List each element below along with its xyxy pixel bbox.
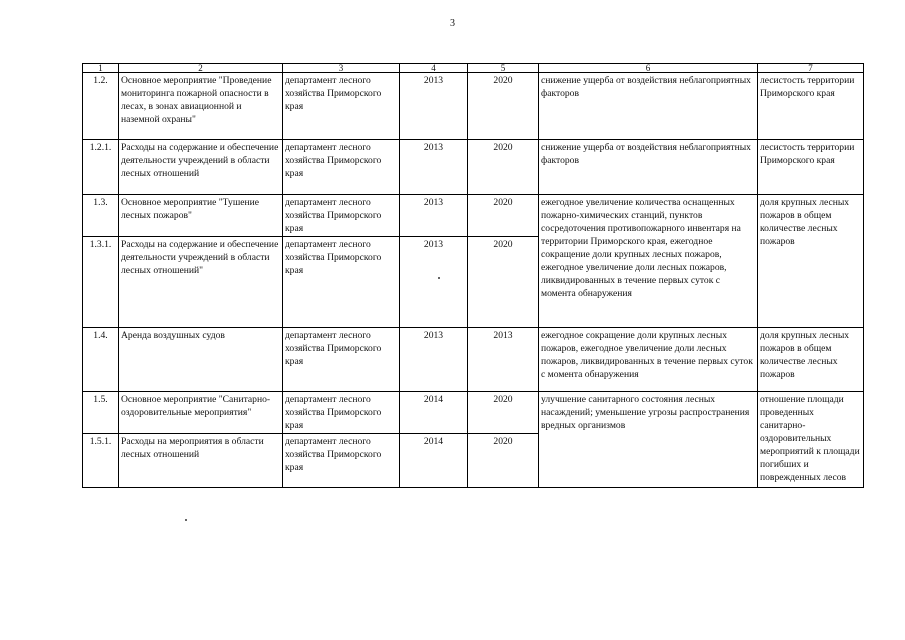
end-year: 2020	[468, 434, 539, 488]
table-row	[83, 328, 864, 392]
expected-result: снижение ущерба от воздействия неблагоприятных факторов	[539, 73, 758, 140]
measure-name: Основное мероприятие "Проведение мониторинга пожарной опасности в лесах, в зонах авиационной и наземной охраны"	[119, 73, 283, 140]
page-number: 3	[450, 18, 455, 29]
start-year: 2013	[400, 195, 468, 237]
expected-result: ежегодное увеличение количества оснащенных пожарно-химических станций, пунктов сосредоточения противопожарного инвентаря на территории Приморского края, ежегодное сокращение доли крупных лесных пожаров, ежегодное увеличение доли лесных пожаров, ликвидированных в течение первых суток с момента обнаружения	[539, 195, 758, 328]
scan-speck	[438, 277, 440, 279]
indicator: лесистость территории Приморского края	[758, 140, 864, 195]
table-row	[83, 140, 864, 195]
executor: департамент лесного хозяйства Приморского края	[283, 434, 400, 488]
indicator: отношение площади проведенных санитарно-оздоровительных мероприятий к площади погибших и поврежденных лесов	[758, 392, 864, 488]
start-year: 2013	[400, 73, 468, 140]
measure-name: Основное мероприятие "Санитарно-оздоровительные мероприятия"	[119, 392, 283, 434]
end-year: 2020	[468, 73, 539, 140]
program-table	[82, 63, 864, 488]
column-header: 7	[758, 64, 864, 73]
table-row	[83, 392, 864, 434]
executor: департамент лесного хозяйства Приморского края	[283, 140, 400, 195]
column-header: 3	[283, 64, 400, 73]
measure-name: Основное мероприятие "Тушение лесных пожаров"	[119, 195, 283, 237]
column-header: 5	[468, 64, 539, 73]
column-header: 6	[539, 64, 758, 73]
table-row	[83, 73, 864, 140]
start-year: 2013	[400, 140, 468, 195]
measure-name: Аренда воздушных судов	[119, 328, 283, 392]
table-row	[83, 195, 864, 237]
expected-result: улучшение санитарного состояния лесных насаждений; уменьшение угрозы распространения вредных организмов	[539, 392, 758, 488]
start-year: 2014	[400, 392, 468, 434]
executor: департамент лесного хозяйства Приморского края	[283, 392, 400, 434]
end-year: 2020	[468, 392, 539, 434]
expected-result: снижение ущерба от воздействия неблагоприятных факторов	[539, 140, 758, 195]
end-year: 2013	[468, 328, 539, 392]
measure-name: Расходы на содержание и обеспечение деятельности учреждений в области лесных отношений	[119, 140, 283, 195]
start-year: 2013	[400, 328, 468, 392]
indicator: доля крупных лесных пожаров в общем количестве лесных пожаров	[758, 328, 864, 392]
executor: департамент лесного хозяйства Приморского края	[283, 195, 400, 237]
row-number: 1.3.1.	[83, 237, 119, 328]
row-number: 1.5.1.	[83, 434, 119, 488]
row-number: 1.3.	[83, 195, 119, 237]
end-year: 2020	[468, 140, 539, 195]
start-year: 2013	[400, 237, 468, 328]
header-row	[83, 64, 864, 73]
column-header: 4	[400, 64, 468, 73]
row-number: 1.2.1.	[83, 140, 119, 195]
end-year: 2020	[468, 237, 539, 328]
column-header: 1	[83, 64, 119, 73]
row-number: 1.5.	[83, 392, 119, 434]
indicator: лесистость территории Приморского края	[758, 73, 864, 140]
measure-name: Расходы на мероприятия в области лесных отношений	[119, 434, 283, 488]
row-number: 1.4.	[83, 328, 119, 392]
measure-name: Расходы на содержание и обеспечение деятельности учреждений в области лесных отношений"	[119, 237, 283, 328]
expected-result: ежегодное сокращение доли крупных лесных пожаров, ежегодное увеличение доли лесных пожаров, ликвидированных в течение первых суток с момента обнаружения	[539, 328, 758, 392]
executor: департамент лесного хозяйства Приморского края	[283, 73, 400, 140]
scan-speck	[185, 519, 187, 521]
executor: департамент лесного хозяйства Приморского края	[283, 328, 400, 392]
start-year: 2014	[400, 434, 468, 488]
indicator: доля крупных лесных пожаров в общем количестве лесных пожаров	[758, 195, 864, 328]
row-number: 1.2.	[83, 73, 119, 140]
end-year: 2020	[468, 195, 539, 237]
column-header: 2	[119, 64, 283, 73]
executor: департамент лесного хозяйства Приморского края	[283, 237, 400, 328]
